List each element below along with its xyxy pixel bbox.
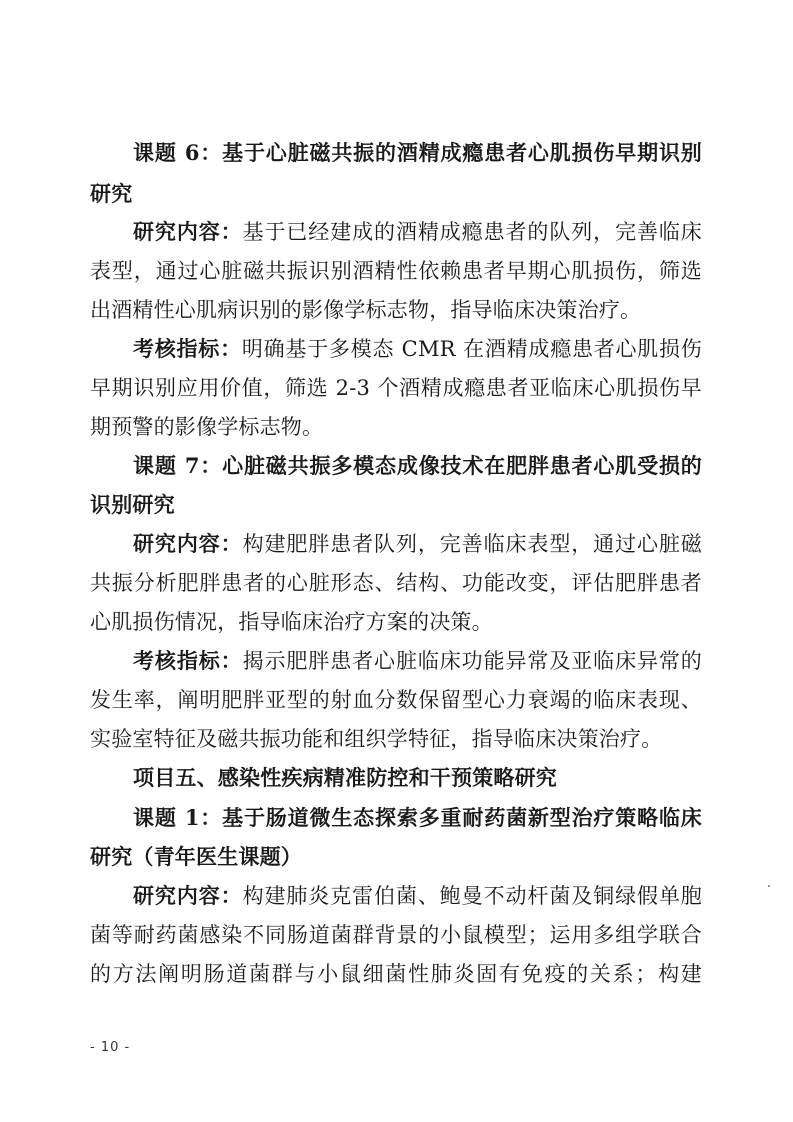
topic-7-content-line-1 (133, 529, 702, 559)
topic-6-content-text-1: 基于已经建成的酒精成瘾患者的队列，完善临床 (242, 220, 702, 244)
topic-6-index-line-2: 早期识别应用价值，筛选 2-3 个酒精成瘾患者亚临床心肌损伤早 (90, 376, 702, 400)
project-5-topic-1-heading-line-2: 研究（青年医生课题） (90, 844, 302, 869)
topic-7-content-line-2: 共振分析肥胖患者的心脏形态、结构、功能改变，评估肥胖患者 (90, 571, 702, 595)
topic-6-content-label: 研究内容： (133, 219, 243, 244)
project-5-topic-1-content-line-3: 的方法阐明肠道菌群与小鼠细菌性肺炎固有免疫的关系；构建 (90, 962, 702, 986)
topic-6-index-line-3: 期预警的影像学标志物。 (90, 415, 324, 439)
topic-7-content-label: 研究内容： (133, 531, 243, 556)
topic-6-content-line-2: 表型，通过心脏磁共振识别酒精性依赖患者早期心肌损伤，筛选 (90, 259, 702, 283)
margin-speck (768, 885, 770, 887)
topic-6-heading-line-1: 课题 6：基于心脏磁共振的酒精成瘾患者心肌损伤早期识别 (133, 140, 702, 165)
project-5-topic-1-heading-line-1: 课题 1：基于肠道微生态探索多重耐药菌新型治疗策略临床 (133, 805, 702, 830)
topic-6-index-line-1 (133, 334, 702, 364)
project-5-topic-1-content-label: 研究内容： (133, 883, 243, 908)
topic-6-heading-line-2: 研究 (90, 181, 133, 206)
project-5-heading: 项目五、感染性疾病精准防控和干预策略研究 (133, 766, 557, 790)
topic-7-index-label: 考核指标： (133, 648, 243, 673)
topic-7-index-text-1: 揭示肥胖患者心脏临床功能异常及亚临床异常的 (242, 649, 702, 673)
topic-7-content-line-3: 心肌损伤情况，指导临床治疗方案的决策。 (90, 610, 493, 634)
project-5-topic-1-content-text-1: 构建肺炎克雷伯菌、鲍曼不动杆菌及铜绿假单胞 (242, 884, 702, 908)
topic-6-index-label: 考核指标： (133, 336, 242, 361)
topic-6-content-line-3: 出酒精性心肌病识别的影像学标志物，指导临床决策治疗。 (90, 298, 642, 322)
topic-7-heading-line-1: 课题 7：心脏磁共振多模态成像技术在肥胖患者心肌受损的 (133, 453, 702, 478)
page-number: - 10 - (90, 1040, 131, 1055)
project-5-topic-1-content-line-2: 菌等耐药菌感染不同肠道菌群背景的小鼠模型；运用多组学联合 (90, 923, 702, 947)
topic-7-index-line-1 (133, 646, 702, 676)
topic-7-content-text-1: 构建肥胖患者队列，完善临床表型，通过心脏磁 (242, 532, 702, 556)
topic-7-index-line-2: 发生率，阐明肥胖亚型的射血分数保留型心力衰竭的临床表现、 (90, 688, 702, 712)
topic-6-content-line-1 (133, 217, 702, 247)
project-5-topic-1-content-line-1 (133, 881, 702, 911)
topic-7-index-line-3: 实验室特征及磁共振功能和组织学特征，指导临床决策治疗。 (90, 727, 663, 751)
topic-7-heading-line-2: 识别研究 (90, 492, 175, 517)
topic-6-index-text-1: 明确基于多模态 CMR 在酒精成瘾患者心肌损伤 (241, 337, 703, 361)
